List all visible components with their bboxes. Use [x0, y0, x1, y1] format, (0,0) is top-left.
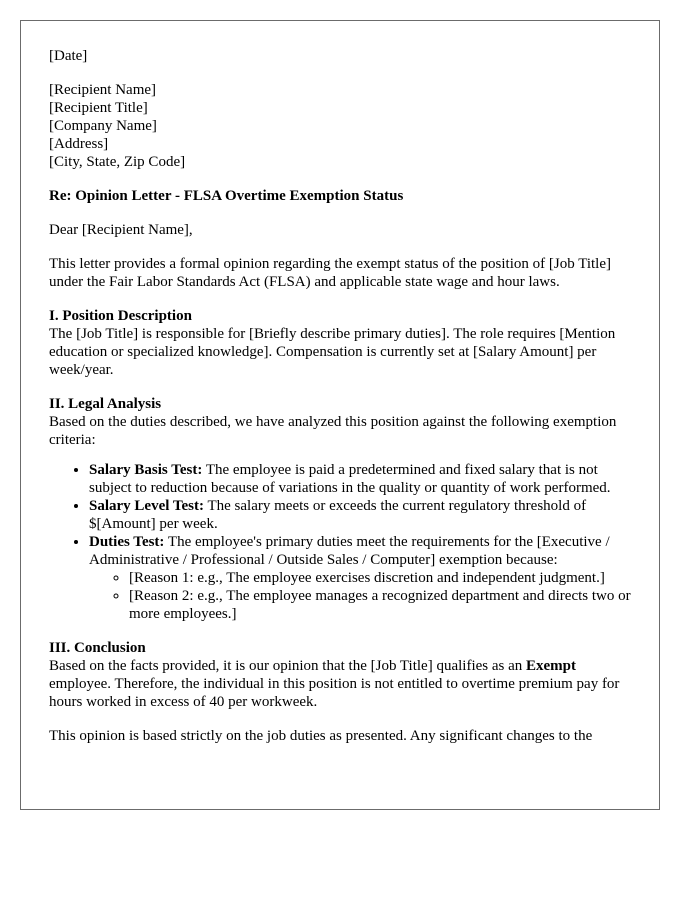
conclusion-text-before: Based on the facts provided, it is our opinion that the [Job Title] qualifies as an [49, 658, 527, 674]
section-body [49, 657, 639, 711]
test-label: Salary Basis Test: [89, 462, 203, 478]
section-body: The [Job Title] is responsible for [Briefly describe primary duties]. The role requires [Mention education or specialized knowledge]. Compensation is currently set at [Salary Amount] per week/year. [49, 326, 616, 378]
recipient-name: [Recipient Name] [49, 82, 157, 98]
exempt-emphasis: Exempt [526, 658, 577, 674]
recipient-company: [Company Name] [49, 118, 157, 134]
section-heading: III. Conclusion [49, 640, 146, 656]
test-label: Duties Test: [89, 534, 165, 550]
recipient-address-block [49, 81, 639, 171]
recipient-address: [Address] [49, 136, 109, 152]
subject-line: Re: Opinion Letter - FLSA Overtime Exemption Status [49, 188, 404, 204]
letter-date: [Date] [49, 48, 88, 64]
test-text: The employee is paid a predetermined and fixed salary that is not subject to reduction because of variations in the quality or quantity of work performed. [89, 462, 611, 496]
intro-paragraph: This letter provides a formal opinion regarding the exempt status of the position of [Job Title] under the Fair Labor Standards Act (FLSA) and applicable state wage and hour laws. [49, 256, 611, 290]
salutation: Dear [Recipient Name], [49, 222, 193, 238]
conclusion-text-after: employee. Therefore, the individual in this position is not entitled to overtime premium pay for hours worked in excess of 40 per workweek. [49, 676, 620, 710]
section-legal-analysis [49, 395, 639, 623]
list-item [89, 461, 639, 497]
test-text: The employee's primary duties meet the requirements for the [Executive / Administrative / Professional / Outside Sales / Computer] exemption because: [89, 534, 610, 568]
section-heading: I. Position Description [49, 308, 192, 324]
section-position-description [49, 307, 639, 379]
closing-paragraph: This opinion is based strictly on the job duties as presented. Any significant changes to the [49, 728, 593, 744]
section-conclusion [49, 639, 639, 711]
recipient-title: [Recipient Title] [49, 100, 148, 116]
test-label: Salary Level Test: [89, 498, 204, 514]
recipient-city-state-zip: [City, State, Zip Code] [49, 154, 186, 170]
list-item: ◦ [Reason 2: e.g., The employee manages a recognized department and directs two or more employees.] [129, 587, 639, 623]
list-item [89, 533, 639, 623]
test-text: The salary meets or exceeds the current regulatory threshold of $[Amount] per week. [89, 498, 587, 532]
letter-content [49, 47, 639, 745]
duties-reasons-list [89, 569, 639, 623]
letter-page [20, 20, 660, 810]
section-body: Based on the duties described, we have analyzed this position against the following exemption criteria: [49, 414, 617, 448]
exemption-tests-list [49, 461, 639, 623]
list-item: ◦ [Reason 1: e.g., The employee exercises discretion and independent judgment.] [129, 569, 639, 587]
list-item [89, 497, 639, 533]
section-heading: II. Legal Analysis [49, 396, 162, 412]
